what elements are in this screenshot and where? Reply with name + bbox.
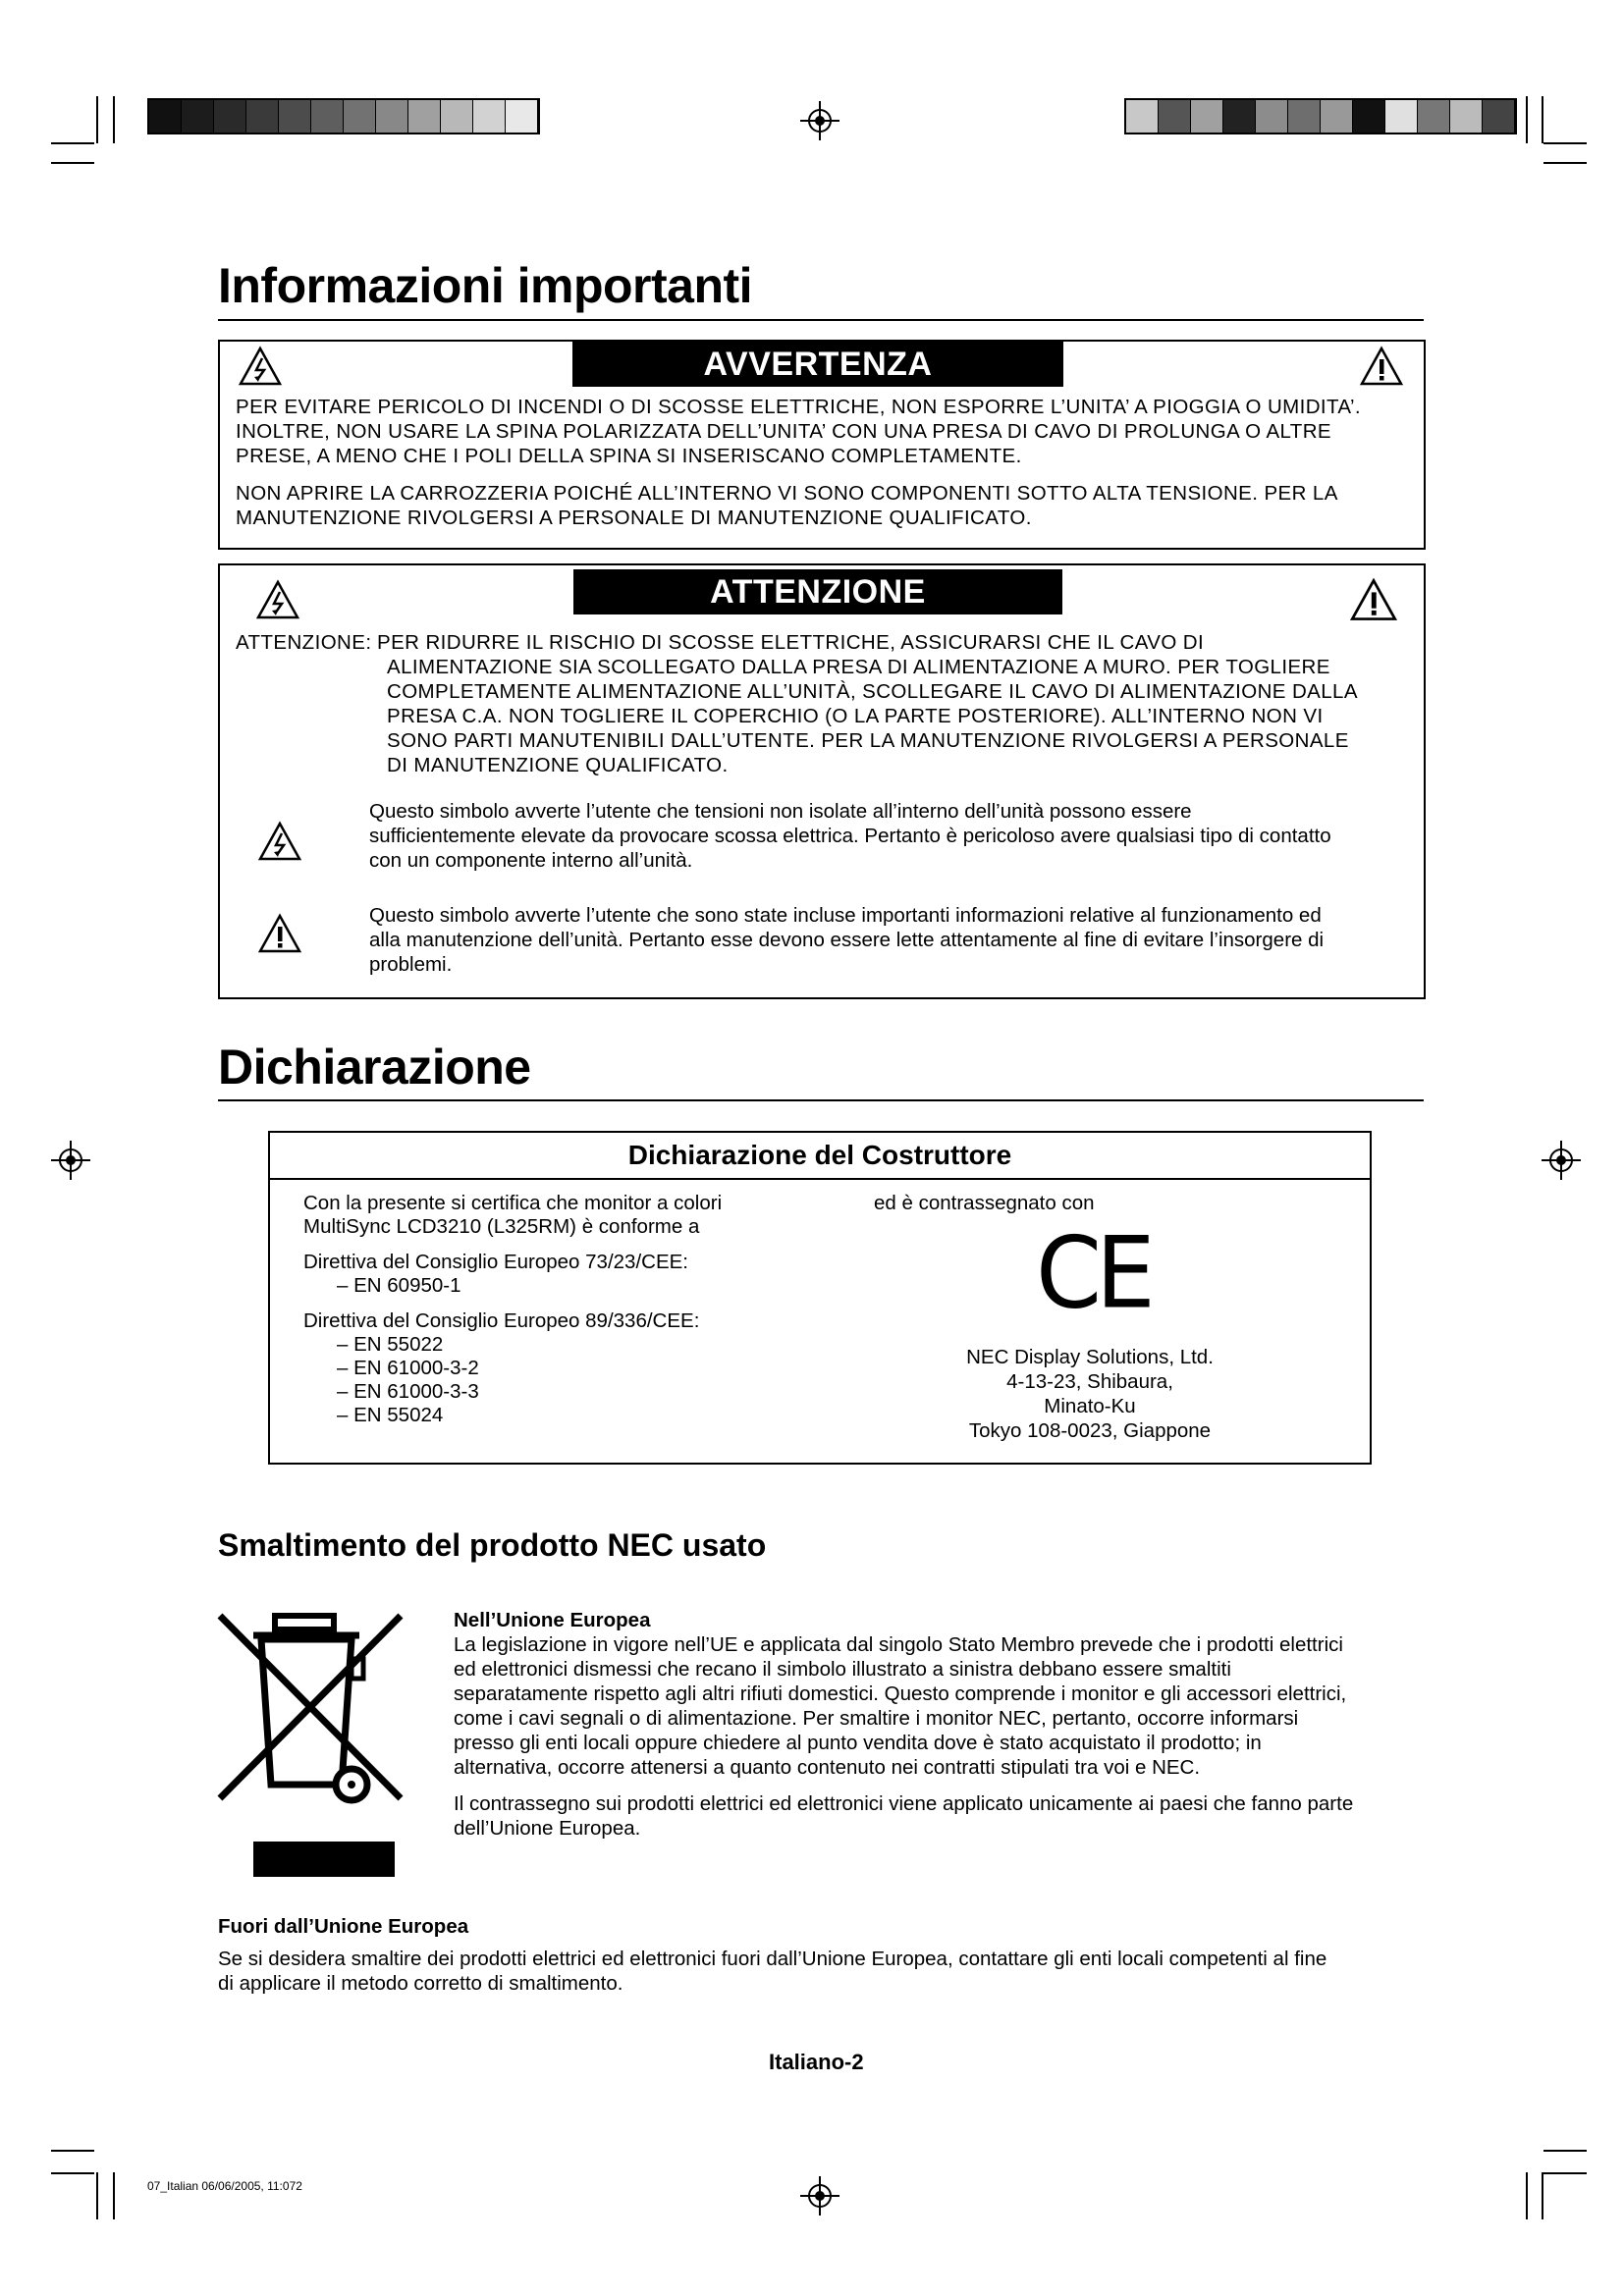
registration-mark-icon	[1542, 1141, 1581, 1180]
color-bar-left	[147, 98, 540, 134]
color-swatch	[182, 100, 214, 133]
text-line: con un componente interno all’unità.	[369, 849, 693, 872]
text-line: sufficientemente elevate da provocare scossa elettrica. Pertanto è pericoloso avere qualsiasi tipo di contatto	[369, 825, 1331, 847]
crop-mark	[51, 2172, 94, 2174]
caution-box	[218, 563, 1426, 999]
color-swatch	[408, 100, 441, 133]
eu-heading: Nell’Unione Europea	[454, 1609, 651, 1631]
eu-disposal-text	[454, 1608, 1426, 1841]
text-line: NON APRIRE LA CARROZZERIA POICHÉ ALL’INTERNO VI SONO COMPONENTI SOTTO ALTA TENSIONE. PER LA	[236, 482, 1338, 505]
text-line: PRESE, A MENO CHE I POLI DELLA SPINA SI INSERISCANO COMPLETAMENTE.	[236, 445, 1022, 467]
crop-mark	[96, 96, 98, 143]
text-line: alternativa, occorre attenersi a quanto contenuto nei contratti stipulati tra voi e NEC.	[454, 1756, 1201, 1779]
crop-mark	[1543, 142, 1587, 144]
lightning-warning-icon	[238, 346, 283, 387]
caution-banner: ATTENZIONE	[573, 569, 1062, 614]
directive-heading: Direttiva del Consiglio Europeo 73/23/CEE:	[303, 1251, 688, 1273]
color-swatch	[1450, 100, 1483, 133]
section-title-disposal: Smaltimento del prodotto NEC usato	[218, 1527, 767, 1563]
text-line: PER RIDURRE IL RISCHIO DI SCOSSE ELETTRICHE, ASSICURARSI CHE IL CAVO DI	[377, 631, 1205, 654]
title-rule	[218, 319, 1424, 321]
text-line: NEC Display Solutions, Ltd.	[966, 1346, 1214, 1368]
crop-mark	[51, 2150, 94, 2152]
title-rule	[218, 1099, 1424, 1101]
registration-mark-icon	[800, 2176, 839, 2216]
color-swatch	[376, 100, 408, 133]
text-line: PRESA C.A. NON TOGLIERE IL COPERCHIO (O LA PARTE POSTERIORE). ALL’INTERNO NON VI	[387, 705, 1324, 727]
caution-label: ATTENZIONE:	[236, 631, 372, 654]
text-line: problemi.	[369, 953, 453, 976]
text-line: INOLTRE, NON USARE LA SPINA POLARIZZATA DELL’UNITA’ CON UNA PRESA DI CAVO DI PROLUNGA O ALTRE	[236, 420, 1331, 443]
text-line: come i cavi segnali o di alimentazione. Per smaltire i monitor NEC, pertanto, occorre informarsi	[454, 1707, 1299, 1730]
manufacturer-address	[928, 1345, 1252, 1443]
color-bar-right	[1124, 98, 1517, 134]
text-line: Minato-Ku	[1044, 1395, 1136, 1417]
color-swatch	[1256, 100, 1288, 133]
declaration-box	[268, 1131, 1372, 1465]
color-swatch	[441, 100, 473, 133]
weee-crossed-bin-icon	[214, 1610, 406, 1885]
warning-box	[218, 340, 1426, 550]
crop-mark	[113, 2172, 115, 2219]
non-eu-heading: Fuori dall’Unione Europea	[218, 1915, 469, 1938]
text-line: Con la presente si certifica che monitor a colori	[303, 1192, 723, 1214]
text-line: La legislazione in vigore nell’UE e applicata dal singolo Stato Membro prevede che i prodotti elettrici	[454, 1633, 1343, 1656]
non-eu-disposal-text	[218, 1914, 1426, 1996]
declaration-marked-text: ed è contrassegnato con	[874, 1192, 1095, 1214]
color-swatch	[1353, 100, 1385, 133]
exclamation-warning-icon	[1359, 346, 1404, 387]
crop-mark	[1543, 162, 1587, 164]
color-swatch	[311, 100, 344, 133]
text-line: Il contrassegno sui prodotti elettrici ed elettronici viene applicato unicamente ai paesi che fanno parte	[454, 1792, 1354, 1815]
declaration-left-column	[303, 1192, 722, 1427]
lightning-symbol-description	[369, 799, 1410, 873]
color-swatch	[1418, 100, 1450, 133]
directive-item: – EN 61000-3-3	[337, 1380, 479, 1403]
caution-text	[377, 630, 1408, 777]
directive-item: – EN 55024	[337, 1404, 444, 1426]
text-line: MultiSync LCD3210 (L325RM) è conforme a	[303, 1215, 700, 1238]
directive-item: – EN 60950-1	[337, 1274, 461, 1297]
color-swatch	[1385, 100, 1418, 133]
crop-mark	[51, 162, 94, 164]
text-line: alla manutenzione dell’unità. Pertanto esse devono essere lette attentamente al fine di evitare l’insorgere di	[369, 929, 1325, 951]
color-swatch	[1159, 100, 1191, 133]
print-info: 07_Italian 06/06/2005, 11:072	[147, 2179, 302, 2193]
text-line: di applicare il metodo corretto di smaltimento.	[218, 1972, 623, 1995]
color-swatch	[506, 100, 538, 133]
color-swatch	[149, 100, 182, 133]
registration-mark-icon	[800, 101, 839, 140]
crop-mark	[113, 96, 115, 143]
text-line: DI MANUTENZIONE QUALIFICATO.	[387, 754, 729, 776]
exclamation-warning-icon	[257, 913, 302, 954]
text-line: separatamente rispetto agli altri rifiuti domestici. Questo comprende i monitor e gli accessori elettrici,	[454, 1682, 1347, 1705]
text-line: Questo simbolo avverte l’utente che tensioni non isolate all’interno dell’unità possono essere	[369, 800, 1192, 823]
exclamation-warning-icon	[1349, 577, 1398, 622]
ce-mark: CE	[1036, 1215, 1150, 1331]
crop-mark	[1543, 2172, 1587, 2174]
text-line: 4-13-23, Shibaura,	[1006, 1370, 1173, 1393]
crop-mark	[1543, 2150, 1587, 2152]
section-title-declaration: Dichiarazione	[218, 1040, 531, 1095]
text-line: Questo simbolo avverte l’utente che sono state incluse importanti informazioni relative al funzionamento ed	[369, 904, 1322, 927]
page-number: Italiano-2	[769, 2050, 864, 2074]
page-title: Informazioni importanti	[218, 258, 753, 313]
declaration-box-title: Dichiarazione del Costruttore	[270, 1133, 1370, 1180]
color-swatch	[1223, 100, 1256, 133]
color-swatch	[246, 100, 279, 133]
text-line: PER EVITARE PERICOLO DI INCENDI O DI SCOSSE ELETTRICHE, NON ESPORRE L’UNITA’ A PIOGGIA O UMIDITA’.	[236, 396, 1362, 418]
text-line: dell’Unione Europea.	[454, 1817, 641, 1840]
color-swatch	[473, 100, 506, 133]
color-swatch	[1288, 100, 1321, 133]
text-line: Tokyo 108-0023, Giappone	[968, 1419, 1212, 1442]
crop-mark	[1542, 96, 1543, 143]
directive-item: – EN 61000-3-2	[337, 1357, 479, 1379]
color-swatch	[214, 100, 246, 133]
crop-mark	[1526, 2172, 1528, 2219]
text-line: presso gli enti locali oppure chiedere al punto vendita dove è stato acquistato il prodotto; in	[454, 1732, 1262, 1754]
registration-mark-icon	[51, 1141, 90, 1180]
crop-mark	[96, 2172, 98, 2219]
color-swatch	[1483, 100, 1515, 133]
crop-mark	[1526, 96, 1528, 143]
color-swatch	[1191, 100, 1223, 133]
text-line: SONO PARTI MANUTENIBILI DALL’UTENTE. PER LA MANUTENZIONE RIVOLGERSI A PERSONALE	[387, 729, 1349, 752]
color-swatch	[1126, 100, 1159, 133]
lightning-warning-icon	[255, 579, 300, 620]
directive-heading: Direttiva del Consiglio Europeo 89/336/CEE:	[303, 1309, 700, 1332]
crop-mark	[51, 142, 94, 144]
color-swatch	[344, 100, 376, 133]
lightning-warning-icon	[257, 821, 302, 862]
exclamation-symbol-description	[369, 903, 1410, 977]
text-line: ALIMENTAZIONE SIA SCOLLEGATO DALLA PRESA DI ALIMENTAZIONE A MURO. PER TOGLIERE	[387, 656, 1330, 678]
text-line: Se si desidera smaltire dei prodotti elettrici ed elettronici fuori dall’Unione Europea, contattare gli enti locali competenti al fine	[218, 1948, 1327, 1970]
warning-banner: AVVERTENZA	[572, 342, 1063, 387]
text-line: ed elettronici dismessi che recano il simbolo illustrato a sinistra debbano essere smaltiti	[454, 1658, 1231, 1681]
warning-text	[236, 395, 1414, 530]
color-swatch	[279, 100, 311, 133]
text-line: COMPLETAMENTE ALIMENTAZIONE ALL’UNITÀ, SCOLLEGARE IL CAVO DI ALIMENTAZIONE DALLA	[387, 680, 1358, 703]
color-swatch	[1321, 100, 1353, 133]
crop-mark	[1542, 2172, 1543, 2219]
text-line: MANUTENZIONE RIVOLGERSI A PERSONALE DI MANUTENZIONE QUALIFICATO.	[236, 507, 1032, 529]
directive-item: – EN 55022	[337, 1333, 444, 1356]
